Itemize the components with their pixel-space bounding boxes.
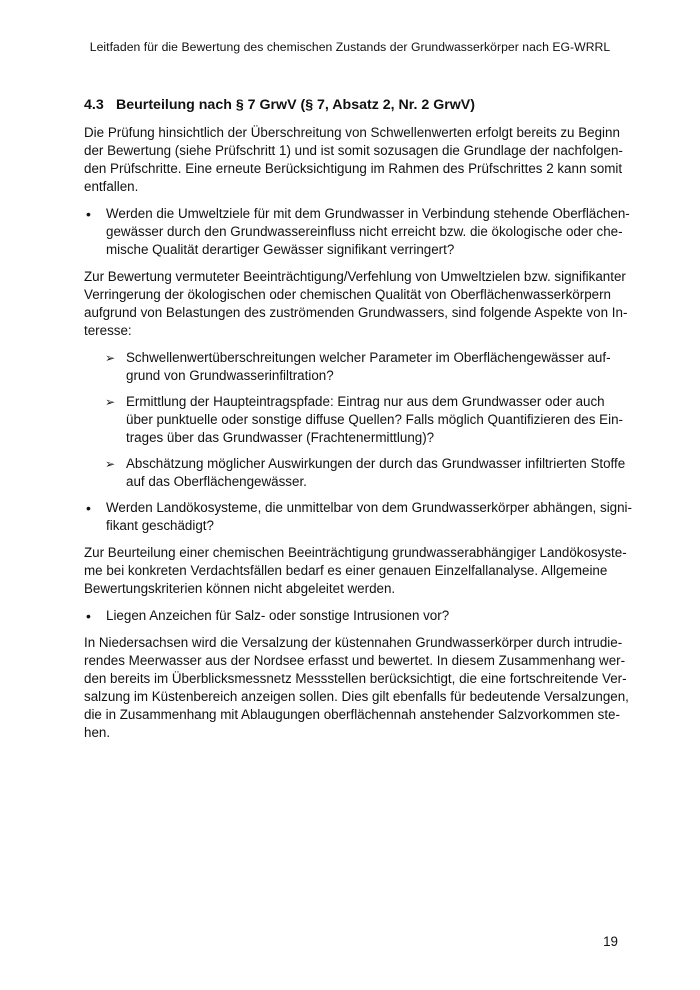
text-line: trages über das Grundwasser (Frachtenermittlung)?	[126, 430, 435, 445]
bullet-item-intrusions	[84, 607, 620, 625]
text-line: fikant geschädigt?	[106, 518, 214, 533]
text-line: den Prüfschritte. Eine erneute Berücksichtigung im Rahmen des Prüfschrittes 2 kann somit	[84, 161, 623, 176]
text-line: Schwellenwertüberschreitungen welcher Parameter im Oberflächengewässer auf-	[126, 350, 611, 365]
arrow-bullet-icon: ➢	[105, 457, 116, 471]
text-line: hen.	[84, 725, 111, 740]
text-line: Zur Beurteilung einer chemischen Beeinträchtigung grundwasserabhängiger Landökosyste-	[84, 545, 627, 560]
text-line: Werden die Umweltziele für mit dem Grundwasser in Verbindung stehende Oberflächen-	[106, 206, 630, 221]
paragraph-assessment	[84, 268, 628, 340]
arrow-item-impacts	[84, 455, 626, 491]
section-number: 4.3	[84, 97, 104, 113]
text-line: Werden Landökosysteme, die unmittelbar von dem Grundwasserkörper abhängen, signi-	[106, 500, 632, 515]
text-line: rendes Meerwasser aus der Nordsee erfasst und bewertet. In diesem Zusammenhang wer-	[84, 653, 626, 668]
text-line: aufgrund von Belastungen des zuströmenden Grundwassers, sind folgende Aspekte von In-	[84, 305, 628, 320]
arrow-bullet-icon: ➢	[105, 395, 116, 409]
text-line: gewässer durch den Grundwassereinfluss nicht erreicht bzw. die ökologische oder che-	[106, 224, 623, 239]
bullet-icon: •	[86, 206, 91, 222]
text-line: mische Qualität derartiger Gewässer signifikant verringert?	[106, 242, 455, 257]
text-line: über punktuelle oder sonstige diffuse Quellen? Falls möglich Quantifizieren des Ein-	[126, 412, 623, 427]
text-line: In Niedersachsen wird die Versalzung der küstennahen Grundwasserkörper durch intrudie-	[84, 635, 623, 650]
text-line: Zur Bewertung vermuteter Beeinträchtigung/Verfehlung von Umweltzielen bzw. signifikanter	[84, 269, 626, 284]
page-number: 19	[603, 934, 618, 949]
paragraph-land-ecosystems	[84, 544, 627, 598]
text-line: grund von Grundwasserinfiltration?	[126, 368, 334, 383]
paragraph-intro	[84, 124, 623, 196]
bullet-item-surface-water	[84, 205, 630, 259]
text-line: Abschätzung möglicher Auswirkungen der durch das Grundwasser infiltrierten Stoffe	[126, 456, 626, 471]
paragraph-salinization	[84, 634, 629, 742]
bullet-item-land-ecosystems	[84, 499, 632, 535]
text-line: auf das Oberflächengewässer.	[126, 474, 307, 489]
text-line: salzung im Küstenbereich anzeigen sollen. Dies gilt ebenfalls für bedeutende Versalzungen,	[84, 689, 629, 704]
text-line: Liegen Anzeichen für Salz- oder sonstige Intrusionen vor?	[106, 608, 450, 623]
text-line: den bereits im Überblicksmessnetz Messstellen berücksichtigt, die eine fortschreitende Ver-	[84, 671, 627, 686]
bullet-icon: •	[86, 608, 91, 624]
document-body	[84, 96, 632, 751]
arrow-item-threshold	[84, 349, 620, 385]
text-line: der Bewertung (siehe Prüfschritt 1) und ist somit sozusagen die Grundlage der nachfolgen-	[84, 143, 623, 158]
running-header: Leitfaden für die Bewertung des chemischen Zustands der Grundwasserkörper nach EG-WRRL	[89, 40, 611, 54]
text-line: Verringerung der ökologischen oder chemischen Qualität von Oberflächenwasserkörpern	[84, 287, 611, 302]
text-line: entfallen.	[84, 179, 139, 194]
section-heading	[84, 96, 620, 114]
arrow-item-entry-paths	[84, 393, 623, 447]
text-line: die in Zusammenhang mit Ablaugungen oberflächennah anstehender Salzvorkommen ste-	[84, 707, 620, 722]
section-title: Beurteilung nach § 7 GrwV (§ 7, Absatz 2, Nr. 2 GrwV)	[116, 97, 475, 113]
arrow-bullet-icon: ➢	[105, 351, 116, 365]
bullet-icon: •	[86, 500, 91, 516]
text-line: Bewertungskriterien können nicht abgeleitet werden.	[84, 581, 396, 596]
text-line: Die Prüfung hinsichtlich der Überschreitung von Schwellenwerten erfolgt bereits zu Beginn	[84, 125, 620, 140]
text-line: me bei konkreten Verdachtsfällen bedarf es einer genauen Einzelfallanalyse. Allgemeine	[84, 563, 608, 578]
text-line: Ermittlung der Haupteintragspfade: Eintrag nur aus dem Grundwasser oder auch	[126, 394, 605, 409]
text-line: teresse:	[84, 323, 132, 338]
